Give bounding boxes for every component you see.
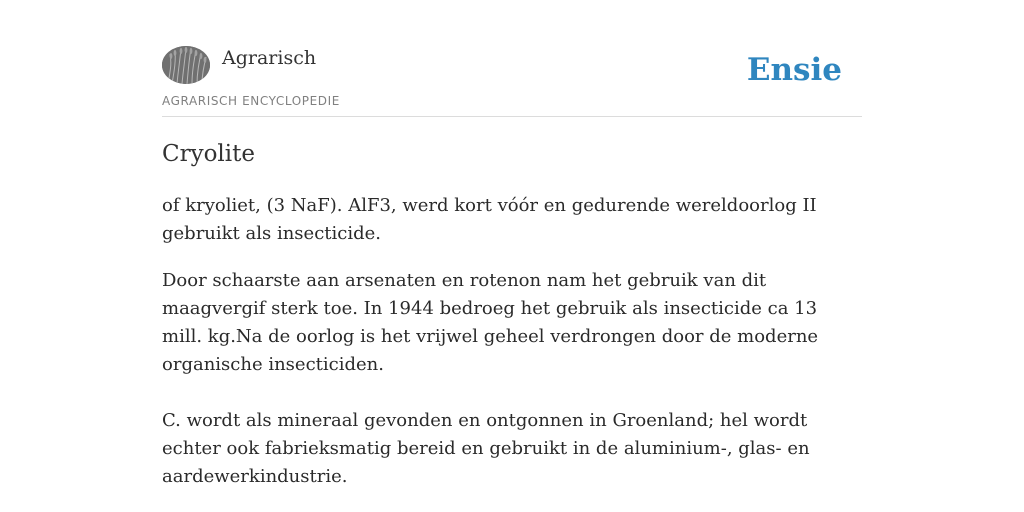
article-paragraph: of kryoliet, (3 NaF). AlF3, werd kort vóór en gedurende wereldoorlog II gebruikt als insecticide.: [162, 195, 817, 244]
article-body: [162, 192, 862, 491]
article-paragraph: C. wordt als mineraal gevonden en ontgonnen in Groenland; hel wordt echter ook fabrieksmatig bereid en gebruikt in de aluminium-, glas- en aardewerkindustrie.: [162, 410, 810, 487]
source-subtitle: AGRARISCH ENCYCLOPEDIE: [162, 94, 340, 108]
brand-logo-link[interactable]: Ensie: [746, 52, 842, 88]
site-header: [162, 44, 862, 117]
article-title: Cryolite: [162, 141, 255, 167]
source-name[interactable]: Agrarisch: [222, 47, 317, 69]
wheat-icon[interactable]: [162, 46, 210, 84]
article-paragraph: Door schaarste aan arsenaten en rotenon nam het gebruik van dit maagvergif sterk toe. In 1944 bedroeg het gebruik als insecticide ca 13 mill. kg.Na de oorlog is het vrijwel geheel verdrongen door de moderne organische insecticiden.: [162, 270, 819, 375]
